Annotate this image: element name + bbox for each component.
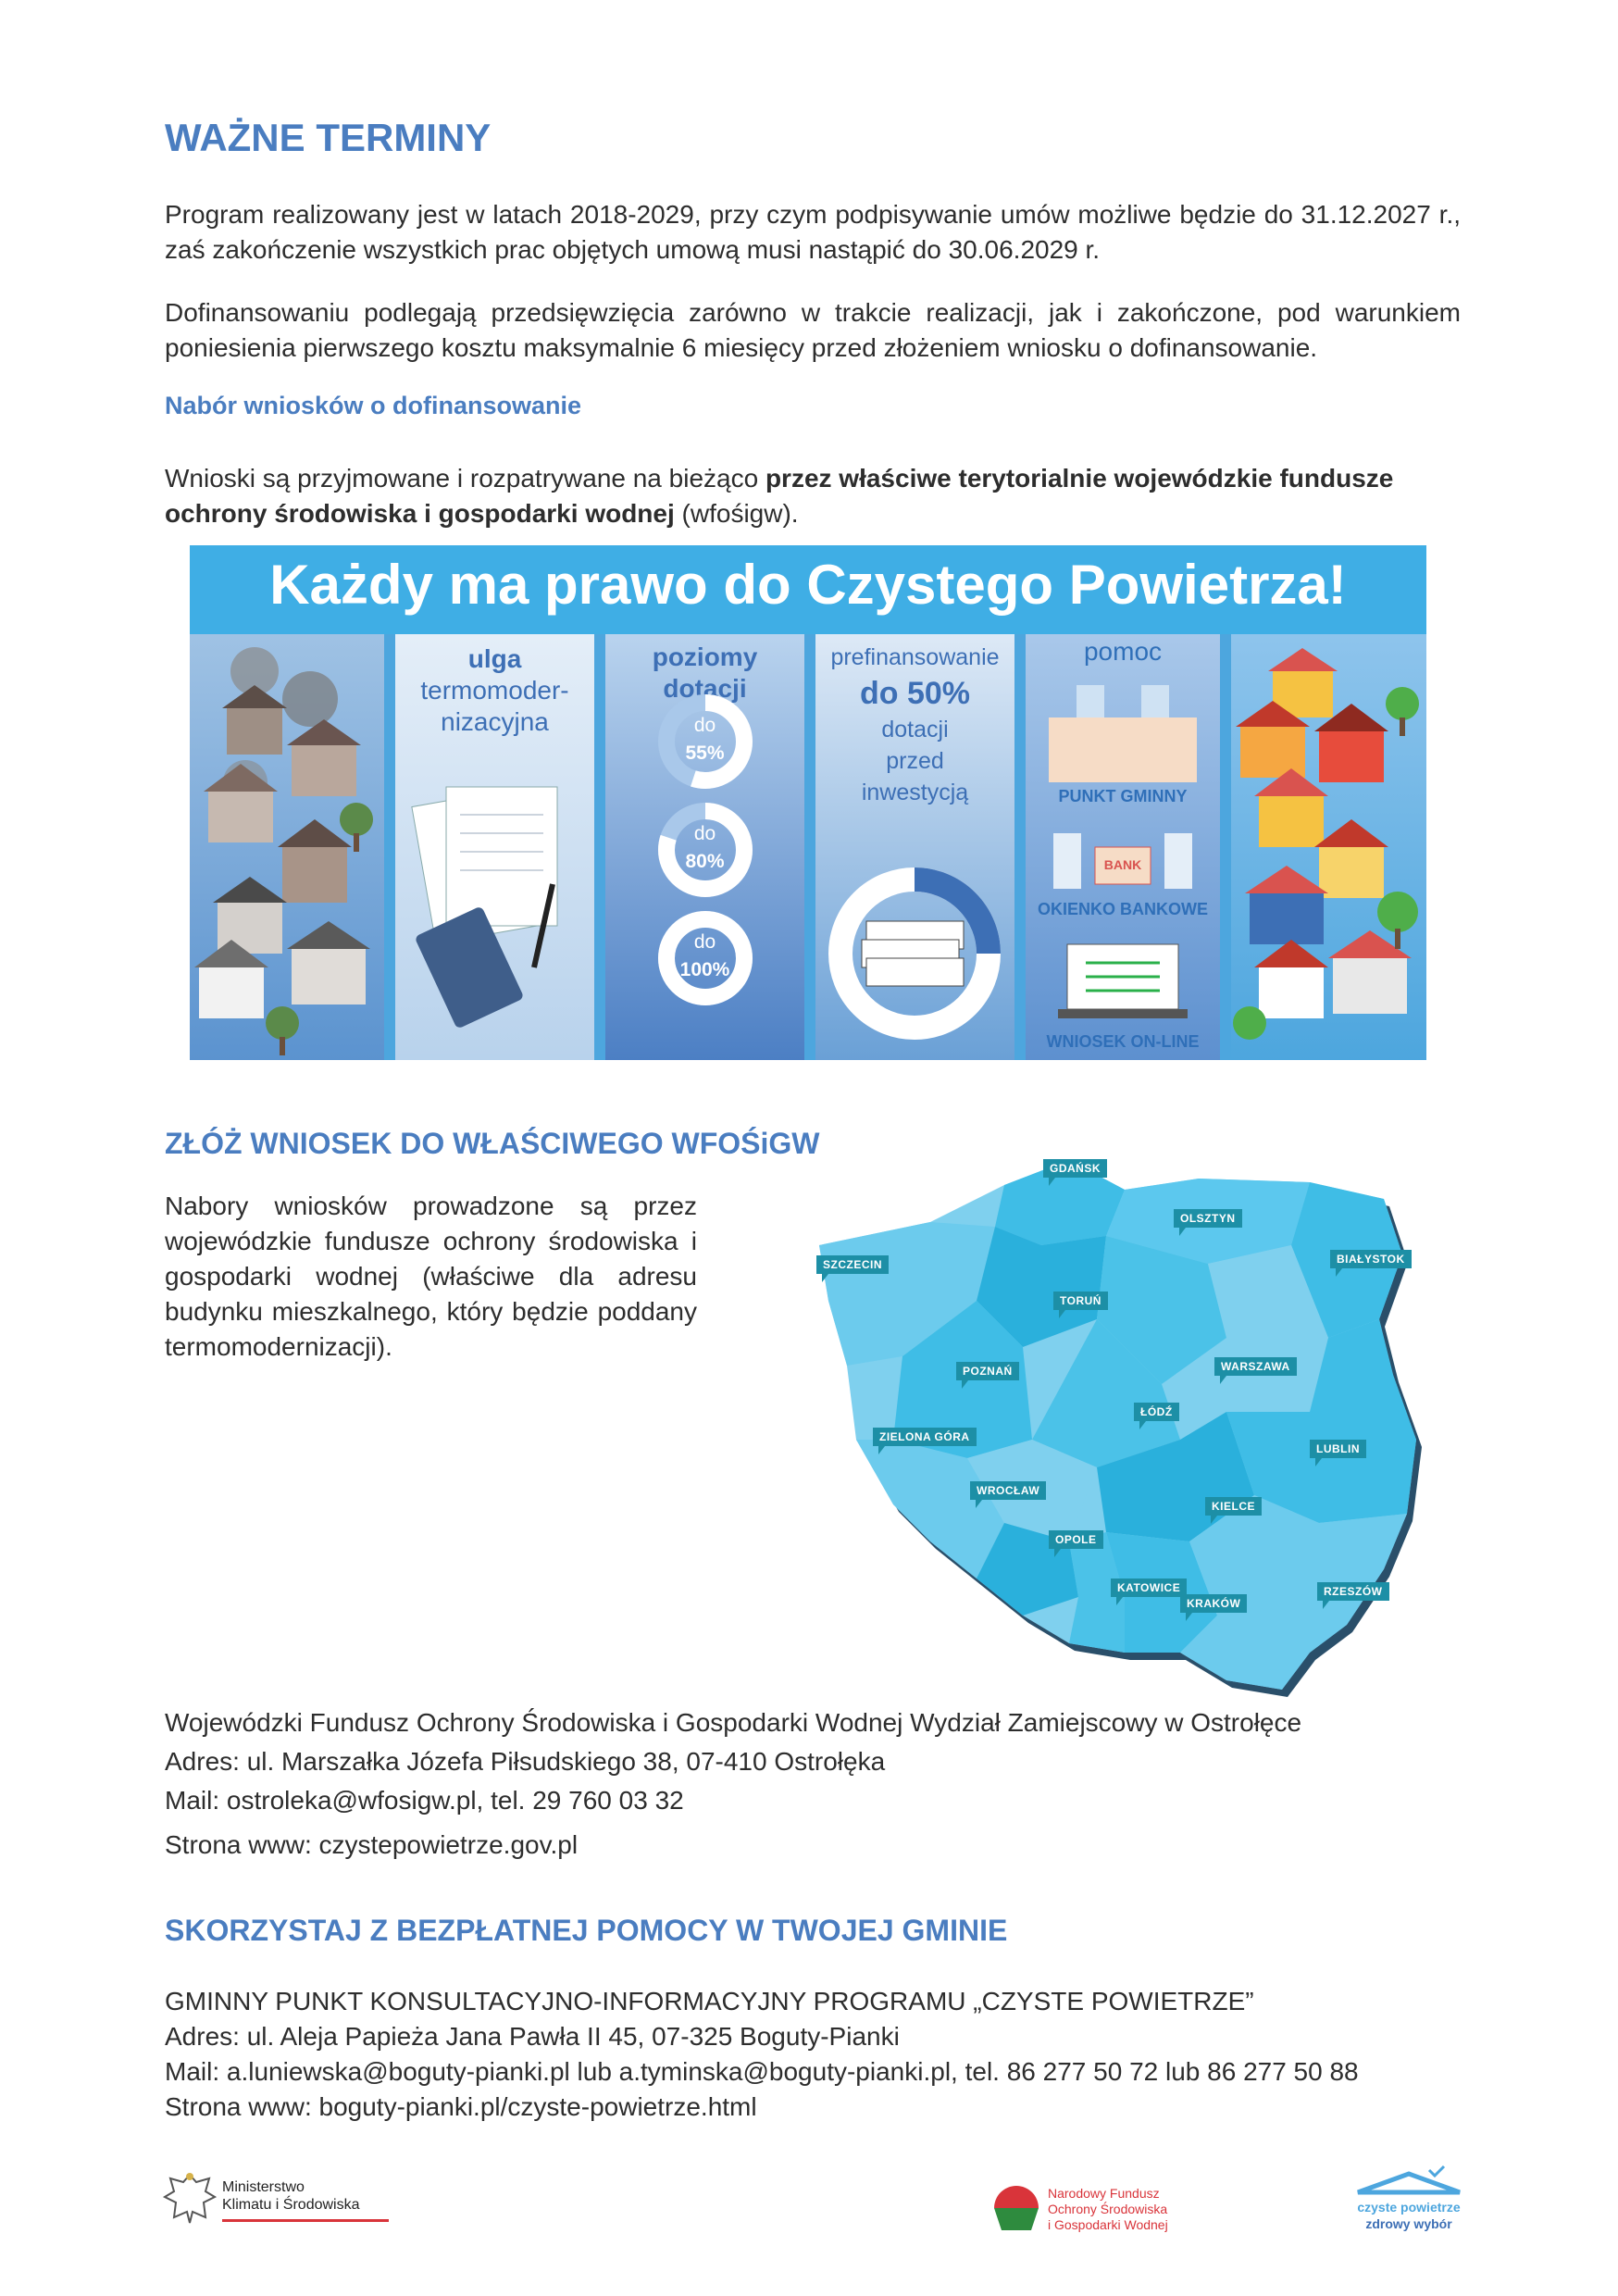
city-tag-gdansk: GDAŃSK (1043, 1159, 1107, 1178)
panel-new-houses (1231, 634, 1426, 1060)
ministry-red-line (222, 2219, 389, 2222)
subsidy-ring-2 (657, 802, 753, 898)
contact-gmina (165, 1984, 1359, 2125)
logo-czyste-powietrze (1353, 2165, 1474, 2239)
panel-subsidy-levels (605, 634, 804, 1060)
prefinancing-label-2: do 50% (859, 676, 971, 711)
city-tag-zielona-gora: ZIELONA GÓRA (873, 1428, 977, 1446)
subsidy-ring-prefix: do (693, 931, 716, 953)
heading-zloz-wniosek: ZŁÓŻ WNIOSEK DO WŁAŚCIWEGO WFOŚiGW (165, 1127, 820, 1160)
house-check-icon (1353, 2165, 1464, 2198)
city-tag-szczecin: SZCZECIN (816, 1255, 889, 1274)
city-tag-warszawa: WARSZAWA (1214, 1357, 1297, 1376)
panel-help (1026, 634, 1220, 1060)
city-tag-bialystok: BIAŁYSTOK (1330, 1250, 1412, 1268)
infographic-title: Każdy ma prawo do Czystego Powietrza! (269, 554, 1347, 616)
heading-skorzystaj: SKORZYSTAJ Z BEZPŁATNEJ POMOCY W TWOJEJ GMINIE (165, 1914, 1008, 1947)
subsidy-levels-label-2: dotacji (663, 674, 747, 703)
city-tag-torun: TORUŃ (1053, 1292, 1108, 1310)
subsidy-ring-label (657, 820, 753, 876)
subsidy-ring-percent: 100% (679, 959, 730, 980)
logo-ministry (163, 2169, 394, 2234)
contact-wfosigw (165, 1703, 1301, 1865)
contact-gmina-mail: Mail: a.luniewska@boguty-pianki.pl lub a.tyminska@boguty-pianki.pl, tel. 86 277 50 72 lub 86 277 50 88 (165, 2057, 1359, 2086)
city-tag-rzeszow: RZESZÓW (1317, 1582, 1389, 1601)
tax-relief-label-2: termomoder- (420, 676, 569, 705)
subsidy-ring-3 (657, 910, 753, 1006)
city-tag-olsztyn: OLSZTYN (1174, 1209, 1242, 1228)
paragraph-cofinancing: Dofinansowaniu podlegają przedsięwzięcia zarówno w trakcie realizacji, jak i zakończone, pod warunkiem poniesienia pierwszego kosztu maksymalnie 6 miesięcy przed złożeniem wniosku o dofinansowanie. (165, 298, 1461, 362)
bank-label: BANK (1103, 857, 1142, 872)
subheading-nabor: Nabór wniosków o dofinansowanie (165, 392, 582, 419)
ministry-name (222, 2178, 360, 2214)
city-tag-kielce: KIELCE (1205, 1497, 1262, 1516)
panel-old-houses (190, 634, 384, 1060)
infographic-clean-air (190, 545, 1426, 1060)
subsidy-ring-percent: 55% (685, 742, 725, 764)
city-tag-opole: OPOLE (1049, 1530, 1103, 1549)
contact-gmina-title: GMINNY PUNKT KONSULTACYJNO-INFORMACYJNY PROGRAMU „CZYSTE POWIETRZE” (165, 1987, 1254, 2015)
poland-map-shape (791, 1134, 1430, 1699)
subsidy-ring-percent: 80% (685, 851, 725, 872)
contact-wfosigw-address: Adres: ul. Marszałka Józefa Piłsudskiego 38, 07-410 Ostrołęka (165, 1747, 886, 1776)
infographic-banner (190, 545, 1426, 634)
ministry-name-line-2: Klimatu i Środowiska (222, 2197, 360, 2213)
panel-tax-relief (395, 634, 594, 1060)
tax-relief-label-3: nizacyjna (441, 707, 549, 736)
contact-gmina-website: Strona www: boguty-pianki.pl/czyste-powietrze.html (165, 2092, 757, 2121)
subsidy-levels-label-1: poziomy (652, 643, 758, 671)
contact-wfosigw-mail: Mail: ostroleka@wfosigw.pl, tel. 29 760 03 32 (165, 1786, 684, 1815)
subsidy-ring-1 (657, 693, 753, 790)
city-tag-wroclaw: WROCŁAW (970, 1481, 1046, 1500)
applications-bold-text: przez właściwe terytorialnie wojewódzkie fundusze ochrony środowiska i gospodarki wodnej (165, 464, 1394, 528)
subsidy-ring-prefix: do (693, 823, 716, 844)
tax-relief-label-1: ulga (467, 644, 522, 673)
logo-nfosigw (989, 2180, 1192, 2245)
help-points-illustration (1026, 634, 1220, 1060)
prefinancing-label-4: przed (886, 748, 944, 774)
nfosigw-emblem-icon (989, 2180, 1044, 2236)
subsidy-ring-label (657, 929, 753, 984)
ministry-name-line-1: Ministerstwo (222, 2179, 305, 2195)
paragraph-applications (165, 461, 1461, 531)
okienko-bankowe-label: OKIENKO BANKOWE (1038, 900, 1208, 918)
nfosigw-name-line-1: Narodowy Fundusz (1048, 2186, 1160, 2201)
clean-houses-illustration (1231, 634, 1426, 1060)
contact-wfosigw-name: Wojewódzki Fundusz Ochrony Środowiska i Gospodarki Wodnej Wydział Zamiejscowy w Ostrołęce (165, 1708, 1302, 1737)
subsidy-ring-label (657, 712, 753, 767)
subsidy-ring-prefix: do (693, 715, 716, 736)
wniosek-online-label: WNIOSEK ON-LINE (1046, 1032, 1200, 1051)
map-poland-voivodeships (791, 1134, 1430, 1699)
heading-wazne-terminy: WAŻNE TERMINY (165, 116, 492, 159)
nfosigw-name-line-2: Ochrony Środowiska (1048, 2202, 1168, 2216)
zdrowy-wybor-text: zdrowy wybór (1365, 2216, 1452, 2231)
czyste-powietrze-text: czyste powietrze (1357, 2200, 1461, 2215)
help-title: pomoc (1083, 637, 1163, 666)
contact-wfosigw-website: Strona www: czystepowietrze.gov.pl (165, 1830, 579, 1859)
city-tag-katowice: KATOWICE (1111, 1578, 1187, 1597)
city-tag-krakow: KRAKÓW (1180, 1594, 1247, 1613)
city-tag-lodz: ŁÓDŹ (1134, 1403, 1179, 1421)
documents-calculator-icon (395, 634, 594, 1060)
nfosigw-name (1048, 2186, 1168, 2233)
nfosigw-name-line-3: i Gospodarki Wodnej (1048, 2217, 1168, 2232)
city-tag-poznan: POZNAŃ (956, 1362, 1019, 1380)
city-tag-lublin: LUBLIN (1310, 1440, 1366, 1458)
prefinancing-label-5: inwestycją (861, 780, 969, 805)
money-stack-icon (815, 634, 1014, 1060)
contact-gmina-address: Adres: ul. Aleja Papieża Jana Pawła II 45, 07-325 Boguty-Pianki (165, 2022, 900, 2051)
polluting-houses-illustration (190, 634, 384, 1060)
paragraph-nabory: Nabory wniosków prowadzone są przez wojewódzkie fundusze ochrony środowiska i gospodarki wodnej (właściwe dla adresu budynku mieszkalnego, który będzie poddany termomodernizacji). (165, 1192, 697, 1361)
panel-prefinancing (815, 634, 1014, 1060)
eagle-emblem-icon (163, 2169, 217, 2227)
paragraph-program-dates: Program realizowany jest w latach 2018-2029, przy czym podpisywanie umów możliwe będzie do 31.12.2027 r., zaś zakończenie wszystkich prac objętych umową musi nastąpić do 30.06.2029 r. (165, 200, 1461, 264)
applications-text: Wnioski są przyjmowane i rozpatrywane na bieżąco (165, 464, 765, 493)
applications-text-end: (wfośigw). (674, 499, 799, 528)
prefinancing-label-1: prefinansowanie (830, 644, 1000, 670)
prefinancing-label-3: dotacji (881, 717, 949, 742)
punkt-gminny-label: PUNKT GMINNY (1058, 787, 1188, 805)
